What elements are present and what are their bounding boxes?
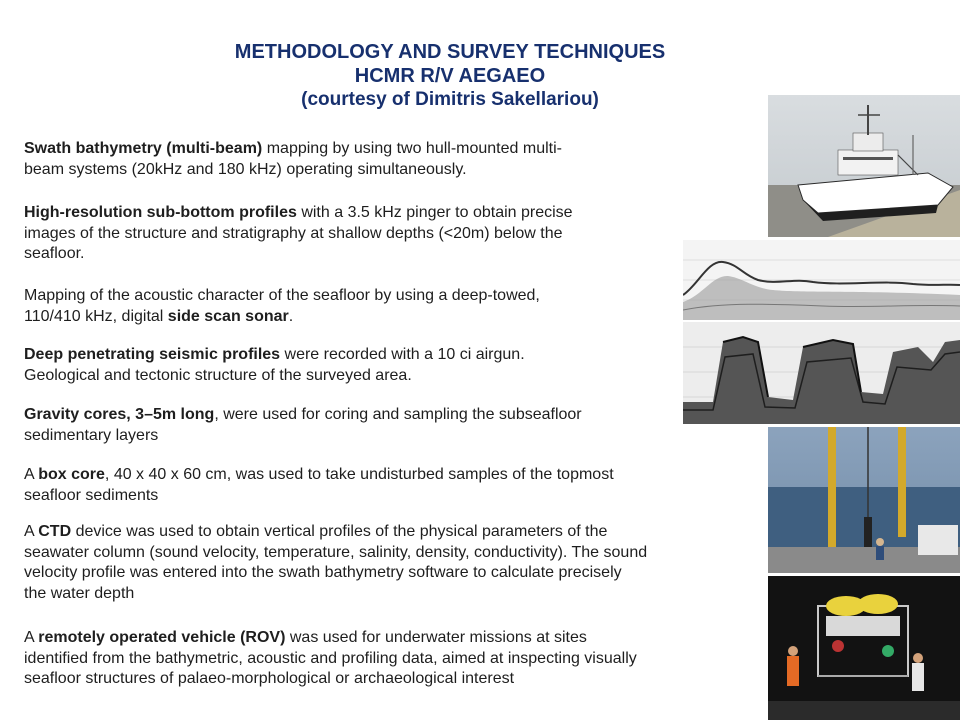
paragraph-swath-bathymetry: [24, 139, 562, 180]
paragraph-text: A: [24, 466, 39, 483]
paragraph-text: .: [288, 307, 294, 325]
paragraph-text: were recorded with a 10 ci airgun.: [280, 346, 525, 363]
bold-term: Deep penetrating seismic profiles: [24, 346, 281, 363]
paragraph-sub-bottom: [24, 203, 573, 265]
bold-term: CTD: [38, 523, 72, 540]
page-title: METHODOLOGY AND SURVEY TECHNIQUES: [234, 41, 666, 63]
paragraph-text: identified from the bathymetric, acoustic and profiling data, aimed at inspecting visually: [24, 649, 637, 667]
paragraph-text: seafloor sediments: [24, 486, 159, 504]
paragraph-text: A: [24, 629, 39, 646]
sub-bottom-profile-image: [683, 240, 960, 320]
paragraph-text: was used for underwater missions at sites: [285, 629, 587, 646]
paragraph-text: seafloor structures of palaeo-morphological or archaeological interest: [24, 670, 515, 687]
paragraph-text: beam systems (20kHz and 180 kHz) operating simultaneously.: [24, 160, 467, 178]
paragraph-text: the water depth: [24, 584, 135, 602]
paragraph-text: device was used to obtain vertical profiles of the physical parameters of the: [71, 523, 608, 540]
bold-term: remotely operated vehicle (ROV): [38, 629, 286, 646]
coring-deck-photo: [768, 427, 960, 573]
bold-term: box core: [38, 466, 105, 483]
research-vessel-photo: [768, 95, 960, 237]
title-block: [0, 40, 900, 112]
paragraph-ctd: [24, 522, 647, 604]
seismic-profile-image: [683, 322, 960, 424]
paragraph-text: , 40 x 40 x 60 cm, was used to take undisturbed samples of the topmost: [104, 466, 614, 483]
paragraph-text: seawater column (sound velocity, temperature, salinity, density, conductivity). The sound: [24, 543, 648, 561]
paragraph-text: with a 3.5 kHz pinger to obtain precise: [296, 204, 573, 221]
paragraph-side-scan: [24, 286, 540, 327]
paragraph-text: mapping by using two hull-mounted multi-: [262, 140, 562, 157]
bold-term: Swath bathymetry (multi-beam): [24, 140, 263, 157]
paragraph-text: images of the structure and stratigraphy at shallow depths (<20m) below the: [24, 224, 563, 242]
paragraph-text: sedimentary layers: [24, 426, 159, 444]
paragraph-text: , were used for coring and sampling the subseafloor: [214, 406, 582, 423]
paragraph-rov: [24, 628, 637, 690]
paragraph-box-core: [24, 465, 614, 506]
bold-term: side scan sonar: [167, 307, 289, 325]
vessel-title: HCMR R/V AEGAEO: [354, 65, 546, 87]
rov-photo: [768, 576, 960, 720]
bold-term: Gravity cores, 3–5m long: [24, 406, 215, 423]
paragraph-text: A: [24, 523, 39, 540]
paragraph-text: Mapping of the acoustic character of the seafloor by using a deep-towed,: [24, 287, 540, 304]
paragraph-text: 110/410 kHz, digital: [24, 307, 168, 325]
paragraph-seismic: [24, 345, 525, 386]
paragraph-text: Geological and tectonic structure of the surveyed area.: [24, 366, 412, 384]
courtesy-line: (courtesy of Dimitris Sakellariou): [301, 89, 599, 110]
bold-term: High-resolution sub-bottom profiles: [24, 204, 297, 221]
paragraph-text: velocity profile was entered into the swath bathymetry software to calculate precisely: [24, 564, 622, 581]
paragraph-gravity-cores: [24, 405, 582, 446]
paragraph-text: seafloor.: [24, 245, 85, 262]
